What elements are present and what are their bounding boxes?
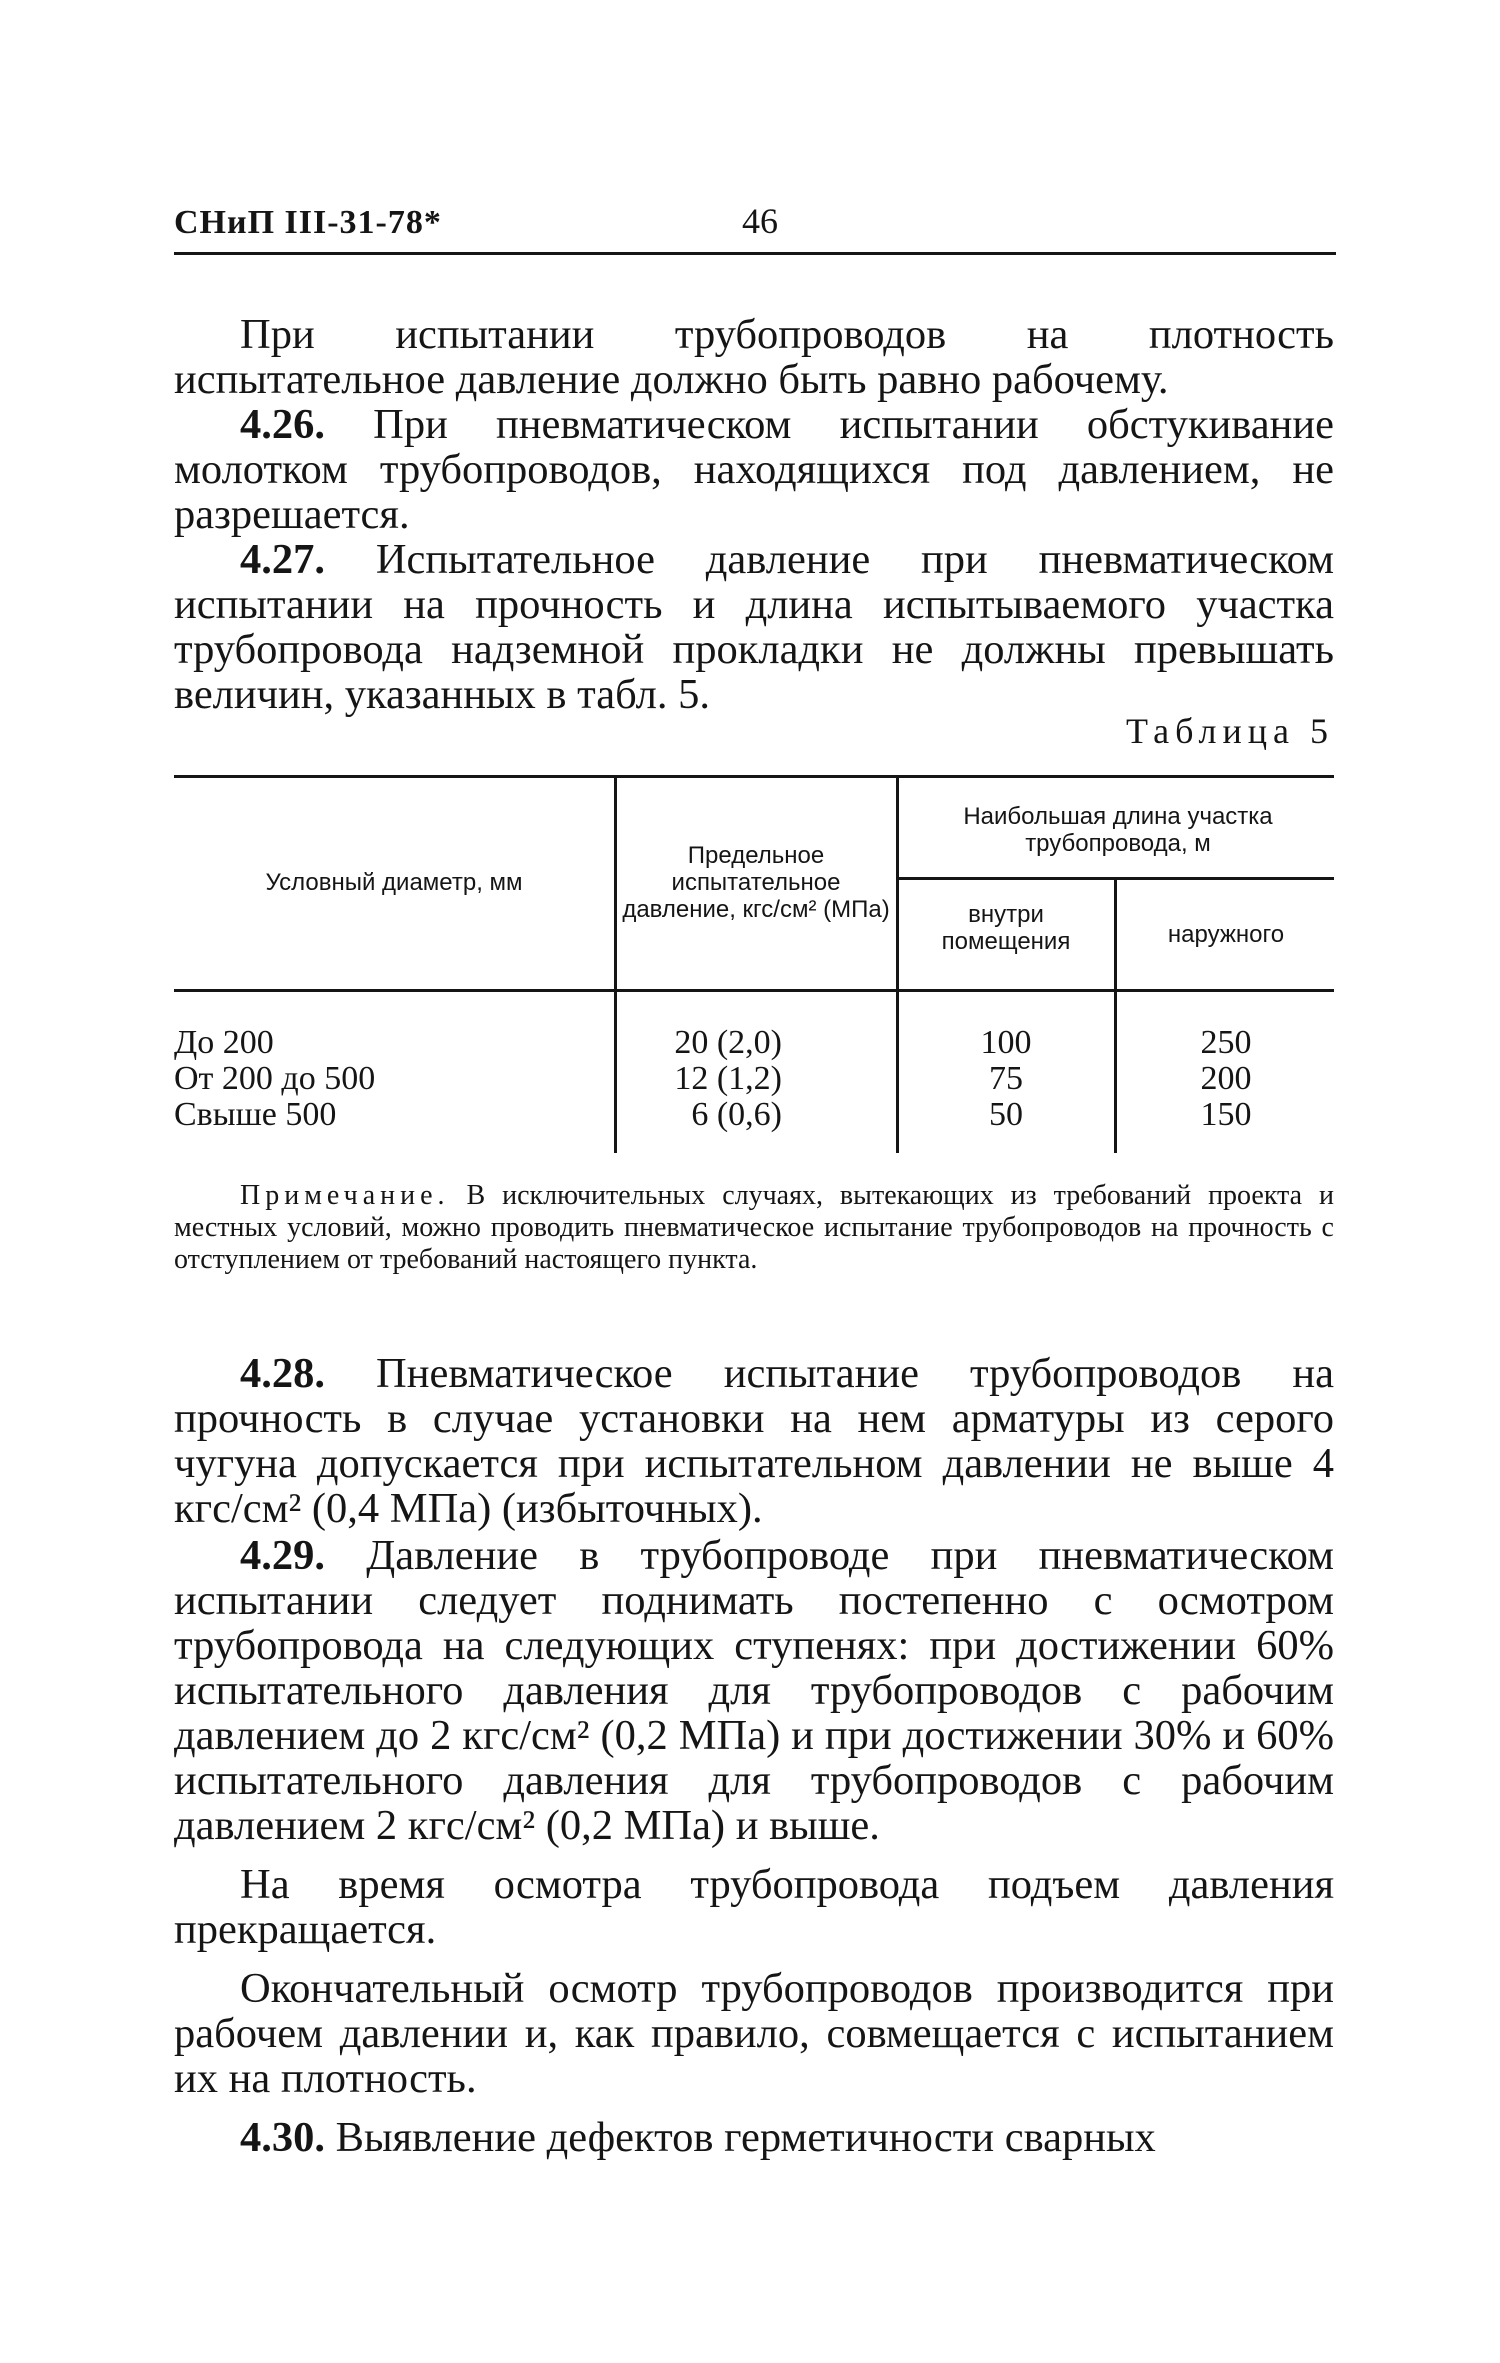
- paragraph-text: При испытании трубопроводов на плотность испытательное давление должно быть равно рабочему.: [174, 311, 1334, 403]
- column-divider: [896, 775, 899, 1153]
- table-cell: 100: [980, 1024, 1032, 1061]
- column-outside: [1118, 1025, 1334, 1133]
- paragraph-text: На время осмотра трубопровода подъем давления прекращается.: [174, 1861, 1334, 1953]
- body-text-bottom: [174, 1351, 1334, 2162]
- clause-number: 4.28.: [240, 1350, 325, 1397]
- body-text-top: [174, 312, 1334, 717]
- paragraph-text: Окончательный осмотр трубопроводов производится при рабочем давлении и, как правило, совмещается с испытанием их на плотность.: [174, 1965, 1334, 2102]
- table-cell: 250: [1200, 1024, 1252, 1061]
- running-header: [174, 196, 1336, 266]
- paragraph-text: При пневматическом испытании обстукивание молотком трубопроводов, находящихся под давлением, не разрешается.: [174, 401, 1334, 538]
- column-diameter: [174, 1025, 604, 1133]
- paragraph-4-27: [174, 537, 1334, 717]
- paragraph: [174, 1966, 1334, 2101]
- header-inside: внутри помещения: [941, 901, 1071, 955]
- header-diameter: Условный диаметр, мм: [265, 869, 523, 896]
- header-rule: [174, 252, 1336, 255]
- note-label: Примечание.: [240, 1180, 450, 1211]
- header-bottom-rule: [174, 989, 1334, 992]
- column-divider: [614, 775, 617, 1153]
- table-cell: Свыше 500: [174, 1096, 337, 1133]
- paragraph-4-28: [174, 1351, 1334, 1531]
- paragraph-4-26: [174, 402, 1334, 537]
- paragraph-text: Пневматическое испытание трубопроводов на прочность в случае установки на нем арматуры из серого чугуна допускается при испытательном давлении не выше 4 кгс/см² (0,4 МПа) (избыточных).: [174, 1350, 1334, 1532]
- paragraph-text: Испытательное давление при пневматическом испытании на прочность и длина испытываемого участка трубопровода надземной прокладки не должны превышать величин, указанных в табл. 5.: [174, 536, 1334, 718]
- clause-number: 4.27.: [240, 536, 325, 583]
- table-cell: 6 (0,6): [691, 1096, 782, 1133]
- table-top-rule: [174, 775, 1334, 778]
- table-cell: 75: [989, 1060, 1023, 1097]
- clause-number: 4.30.: [240, 2114, 325, 2161]
- header-length-group: Наибольшая длина участка трубопровода, м: [963, 803, 1273, 857]
- paragraph-4-29: [174, 1533, 1334, 1848]
- column-inside: [902, 1025, 1110, 1133]
- page-number: 46: [742, 201, 778, 241]
- table-5: [174, 775, 1334, 1153]
- table-cell: 150: [1200, 1096, 1252, 1133]
- table-cell: 50: [989, 1096, 1023, 1133]
- clause-number: 4.29.: [240, 1532, 325, 1579]
- paragraph: [174, 1862, 1334, 1952]
- header-outside: наружного: [1167, 921, 1285, 948]
- paragraph-text: Выявление дефектов герметичности сварных: [325, 2114, 1156, 2161]
- table-note: [174, 1180, 1334, 1276]
- column-pressure: [622, 1025, 782, 1133]
- table-cell: До 200: [174, 1024, 274, 1061]
- paragraph: [174, 312, 1334, 402]
- table-cell: 20 (2,0): [674, 1024, 782, 1061]
- table-caption: Таблица 5: [1126, 711, 1334, 751]
- header-pressure: Предельное испытательное давление, кгс/см² (МПа): [622, 842, 890, 923]
- clause-number: 4.26.: [240, 401, 325, 448]
- column-divider: [1114, 877, 1117, 1153]
- table-cell: 200: [1200, 1060, 1252, 1097]
- note-paragraph: [174, 1180, 1334, 1276]
- table-cell: От 200 до 500: [174, 1060, 376, 1097]
- paragraph-4-30: [174, 2115, 1334, 2160]
- note-text: В исключительных случаях, вытекающих из требований проекта и местных условий, можно проводить пневматическое испытание трубопроводов на прочность с отступлением от требований настоящего пункта.: [174, 1180, 1334, 1275]
- document-code: СНиП III-31-78*: [174, 204, 442, 241]
- paragraph-text: Давление в трубопроводе при пневматическом испытании следует поднимать постепенно с осмотром трубопровода на следующих ступенях: при достижении 60% испытательного давления для трубопроводов с рабочим давлением до 2 кгс/см² (0,2 МПа) и при достижении 30% и 60% испытательного давления для трубопроводов с рабочим давлением 2 кгс/см² (0,2 МПа) и выше.: [174, 1532, 1334, 1849]
- table-cell: 12 (1,2): [674, 1060, 782, 1097]
